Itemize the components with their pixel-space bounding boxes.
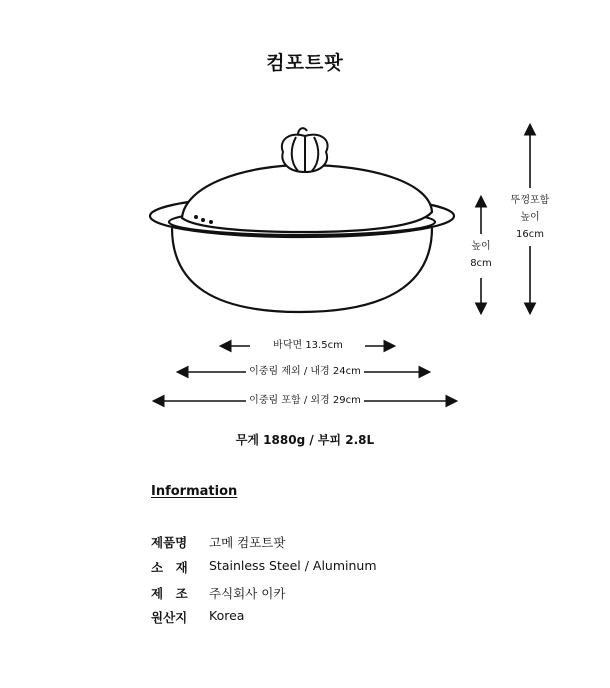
total-height-label <box>505 192 555 243</box>
body-height-line-2: 8cm <box>470 258 492 269</box>
spec-value: 고메 컴포트팟 <box>209 535 286 550</box>
information-heading: Information <box>151 484 238 499</box>
total-height-line-2: 높이 <box>520 212 540 223</box>
spec-key: 제품명 <box>151 535 188 550</box>
outer-diameter-label: 이중림 포함 / 외경 29cm <box>249 395 361 406</box>
inner-diameter-label: 이중림 제외 / 내경 24cm <box>249 366 361 377</box>
spec-key: 제 조 <box>151 586 188 601</box>
pumpkin-knob-icon <box>282 128 328 172</box>
lid <box>182 165 432 232</box>
spec-key: 소 재 <box>151 560 188 575</box>
spec-value: Stainless Steel / Aluminum <box>209 558 377 573</box>
body-height-label <box>466 238 496 272</box>
total-height-line-3: 16cm <box>516 229 544 240</box>
spec-key: 원산지 <box>151 610 188 625</box>
weight-volume: 무게 1880g / 부피 2.8L <box>235 433 375 447</box>
spec-value: Korea <box>209 608 245 623</box>
body-height-line-1: 높이 <box>471 241 491 252</box>
spec-value: 주식회사 이카 <box>209 586 286 601</box>
total-height-line-1: 뚜껑포함 <box>510 195 550 206</box>
product-title: 컴포트팟 <box>266 52 344 74</box>
bottom-diameter-label: 바닥면 13.5cm <box>255 339 361 353</box>
